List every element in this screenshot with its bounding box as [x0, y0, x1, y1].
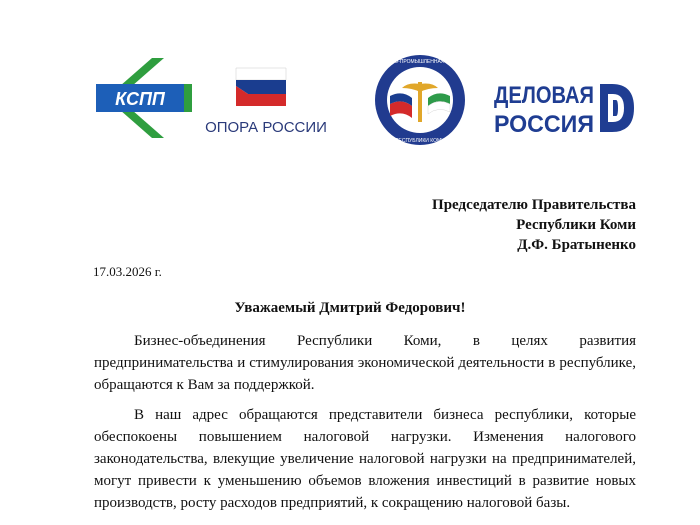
kspp-logo-text: КСПП: [115, 89, 165, 109]
delovaya-rossiya-logo: [492, 76, 636, 138]
kspp-logo: [92, 58, 192, 138]
kspp-green-band-bottom: [120, 110, 164, 138]
paragraph-2: В наш адрес обращаются представители бизнеса республики, которые обеспокоены повышением налоговой нагрузки. Изменения налогового законодательства, влекущие увеличение налоговой нагрузки на предпринимателей, могут привести к уменьшению объемов вложения инвестиций в развитие новых производств, росту расходов предприятий, к сокращению налоговой базы.: [94, 407, 636, 511]
opora-flag-white: [236, 68, 286, 80]
paragraph-1: Бизнес-объединения Республики Коми, в целях развития предпринимательства и стимулирования экономической деятельности в республике, обращаются к Вам за поддержкой.: [94, 333, 636, 393]
opora-logo: [198, 66, 334, 138]
kspp-green-wedge: [184, 84, 192, 112]
letter-date: 17.03.2026 г.: [93, 264, 162, 279]
addressee-block: [432, 195, 636, 255]
addressee-line-3: Д.Ф. Братыненко: [517, 237, 636, 253]
kspp-green-band-top: [120, 58, 164, 86]
letter-body: [94, 330, 636, 522]
logo-row: [0, 0, 700, 160]
addressee-line-1: Председателю Правительства: [432, 197, 636, 213]
delovaya-line2: РОССИЯ: [494, 111, 594, 138]
tpp-ring-top: ТОРГОВО-ПРОМЫШЛЕННАЯ ПАЛАТА: [374, 59, 466, 65]
delovaya-line1: ДЕЛОВАЯ: [494, 82, 594, 109]
greeting: Уважаемый Дмитрий Федорович!: [234, 300, 466, 316]
addressee-line-2: Республики Коми: [516, 217, 636, 233]
delovaya-d-icon: [600, 84, 634, 132]
tpp-komi-emblem: [372, 52, 468, 148]
tpp-ring-bottom: РЕСПУБЛИКИ КОМИ: [395, 138, 445, 144]
opora-logo-text: ОПОРА РОССИИ: [205, 119, 327, 136]
